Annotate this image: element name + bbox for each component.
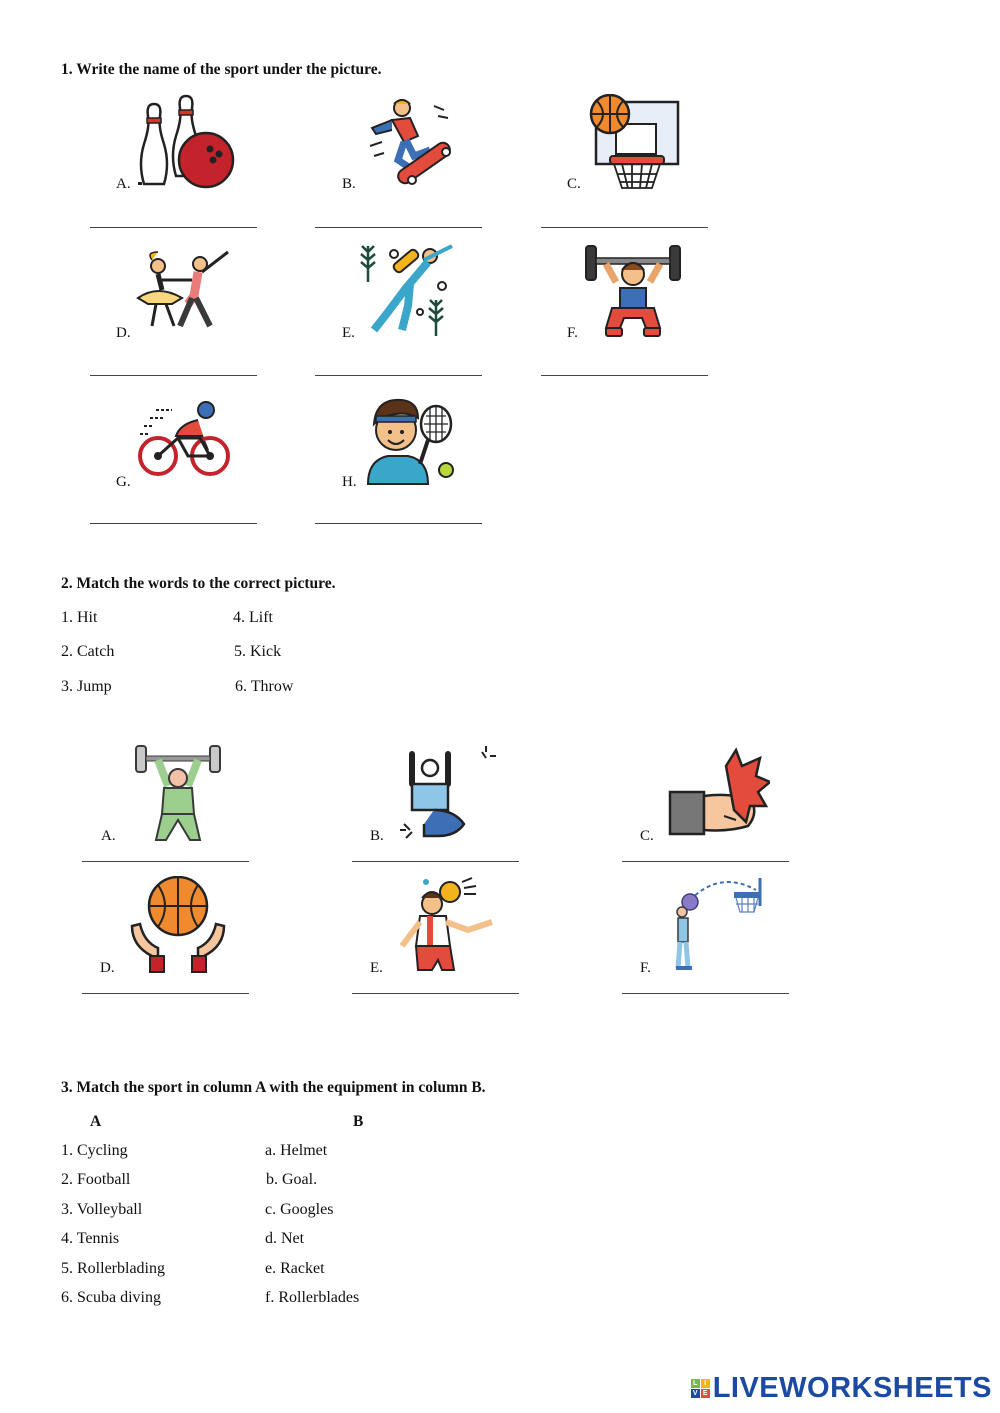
section3-title: 3. Match the sport in column A with the equipment in column B. xyxy=(61,1079,486,1096)
s1-answer-line-c[interactable] xyxy=(541,227,708,228)
s1-answer-line-a[interactable] xyxy=(90,227,257,228)
live-logo-icon: L I V E xyxy=(691,1379,710,1398)
s2-answer-line-a[interactable] xyxy=(82,861,249,862)
s1-answer-line-f[interactable] xyxy=(541,375,708,376)
s2-label-d: D. xyxy=(100,960,115,976)
s1-answer-line-b[interactable] xyxy=(315,227,482,228)
s2-answer-line-d[interactable] xyxy=(82,993,249,994)
sport-tennis: 4. Tennis xyxy=(61,1230,120,1247)
s1-label-a: A. xyxy=(116,176,131,192)
column-a-header: A xyxy=(90,1113,102,1130)
s2-label-a: A. xyxy=(101,828,116,844)
liveworksheets-logo[interactable] xyxy=(691,1372,992,1405)
s1-label-d: D. xyxy=(116,325,131,341)
s1-label-h: H. xyxy=(342,474,357,490)
s1-label-f: F. xyxy=(567,325,578,341)
s1-answer-line-d[interactable] xyxy=(90,375,257,376)
jump-icon xyxy=(398,744,498,840)
equipment-helmet: a. Helmet xyxy=(265,1142,328,1159)
column-b-header: B xyxy=(353,1113,364,1130)
equipment-googles: c. Googles xyxy=(265,1201,334,1218)
bowling-icon xyxy=(136,94,236,190)
s2-label-e: E. xyxy=(370,960,383,976)
s1-answer-line-h[interactable] xyxy=(315,523,482,524)
sport-volleyball: 3. Volleyball xyxy=(61,1201,143,1218)
word-catch: 2. Catch xyxy=(61,643,115,660)
word-hit: 1. Hit xyxy=(61,609,98,626)
equipment-goal: b. Goal. xyxy=(266,1171,318,1188)
cycling-icon xyxy=(136,400,232,478)
tennis-player-icon xyxy=(362,394,456,486)
hit-ball-icon xyxy=(398,876,498,974)
sport-rollerblading: 5. Rollerblading xyxy=(61,1260,165,1277)
scuba-diving-icon xyxy=(358,242,458,338)
s1-label-c: C. xyxy=(567,176,581,192)
weightlifting-icon xyxy=(584,244,682,338)
s2-label-b: B. xyxy=(370,828,384,844)
s1-label-e: E. xyxy=(342,325,355,341)
s2-answer-line-c[interactable] xyxy=(622,861,789,862)
skateboarding-icon xyxy=(364,96,456,188)
s2-label-f: F. xyxy=(640,960,651,976)
s1-answer-line-e[interactable] xyxy=(315,375,482,376)
s1-answer-line-g[interactable] xyxy=(90,523,257,524)
equipment-rollerblades: f. Rollerblades xyxy=(265,1289,360,1306)
word-throw: 6. Throw xyxy=(235,678,294,695)
kick-icon xyxy=(666,746,770,840)
word-lift: 4. Lift xyxy=(233,609,273,626)
throw-ball-icon xyxy=(668,874,766,974)
s1-label-b: B. xyxy=(342,176,356,192)
sport-cycling: 1. Cycling xyxy=(61,1142,128,1159)
s2-answer-line-b[interactable] xyxy=(352,861,519,862)
brand-name: LIVEWORKSHEETS xyxy=(712,1372,992,1404)
s2-answer-line-f[interactable] xyxy=(622,993,789,994)
sport-football: 2. Football xyxy=(61,1171,131,1188)
dancing-icon xyxy=(136,250,232,332)
s2-label-c: C. xyxy=(640,828,654,844)
section1-title: 1. Write the name of the sport under the picture. xyxy=(61,61,382,78)
catch-ball-icon xyxy=(128,876,228,974)
basketball-hoop-icon xyxy=(588,94,682,190)
lift-weights-icon xyxy=(132,742,224,842)
equipment-racket: e. Racket xyxy=(265,1260,325,1277)
s2-answer-line-e[interactable] xyxy=(352,993,519,994)
s1-label-g: G. xyxy=(116,474,131,490)
equipment-net: d. Net xyxy=(265,1230,305,1247)
word-jump: 3. Jump xyxy=(61,678,112,695)
section2-title: 2. Match the words to the correct picture. xyxy=(61,575,336,592)
word-kick: 5. Kick xyxy=(234,643,282,660)
sport-scuba-diving: 6. Scuba diving xyxy=(61,1289,161,1306)
